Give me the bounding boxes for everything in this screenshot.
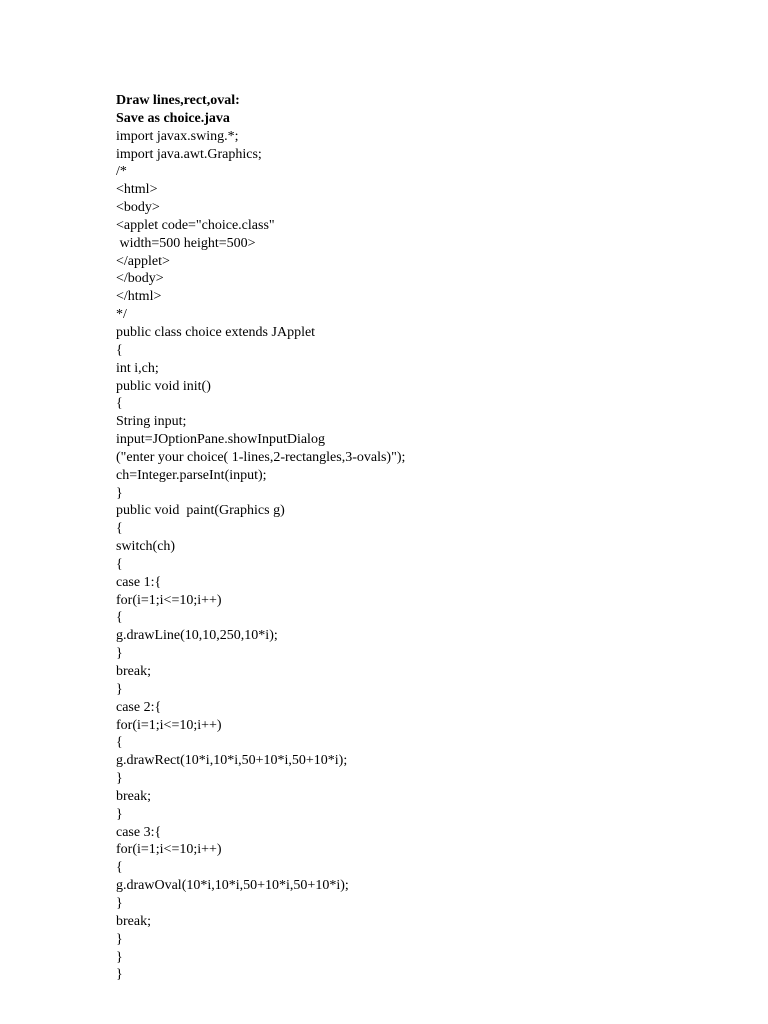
code-line: } — [116, 895, 123, 911]
document-subtitle: Save as choice.java — [116, 110, 230, 126]
code-line: { — [116, 735, 123, 751]
code-line: switch(ch) — [116, 539, 176, 555]
code-line: } — [116, 681, 123, 697]
code-line: ("enter your choice( 1-lines,2-rectangles,3-ovals)"); — [116, 449, 406, 465]
code-line: input=JOptionPane.showInputDialog — [116, 432, 325, 448]
code-line: int i,ch; — [116, 360, 159, 376]
code-line: break; — [116, 913, 151, 929]
code-line: ch=Integer.parseInt(input); — [116, 467, 267, 483]
code-line: width=500 height=500> — [116, 235, 256, 251]
code-line: break; — [116, 788, 151, 804]
code-line: import java.awt.Graphics; — [116, 146, 262, 162]
code-line: /* — [116, 164, 127, 180]
code-line: { — [116, 610, 123, 626]
code-listing — [116, 128, 716, 985]
code-line: case 3:{ — [116, 824, 162, 840]
document-page — [116, 92, 716, 984]
code-line: <html> — [116, 182, 158, 198]
code-line: } — [116, 949, 123, 965]
code-line: public class choice extends JApplet — [116, 324, 316, 340]
code-line: } — [116, 931, 123, 947]
code-line: { — [116, 860, 123, 876]
code-line: */ — [116, 307, 127, 323]
code-line: case 1:{ — [116, 574, 162, 590]
document-headings — [116, 92, 716, 128]
code-line: g.drawRect(10*i,10*i,50+10*i,50+10*i); — [116, 753, 348, 769]
code-line: break; — [116, 664, 151, 679]
code-line: { — [116, 521, 123, 537]
code-line: case 2:{ — [116, 699, 162, 715]
code-line: for(i=1;i<=10;i++) — [116, 592, 222, 608]
code-line: String input; — [116, 414, 187, 430]
code-line: <body> — [116, 200, 160, 216]
code-line: } — [116, 967, 123, 983]
code-line: } — [116, 485, 123, 501]
code-line: { — [116, 396, 123, 412]
code-line: for(i=1;i<=10;i++) — [116, 842, 222, 858]
code-line: } — [116, 806, 123, 822]
code-line: g.drawOval(10*i,10*i,50+10*i,50+10*i); — [116, 878, 349, 894]
code-line: </body> — [116, 271, 164, 287]
code-line: </applet> — [116, 253, 170, 269]
code-line: for(i=1;i<=10;i++) — [116, 717, 222, 733]
code-line: } — [116, 771, 123, 787]
code-line: </html> — [116, 289, 162, 305]
code-line: public void init() — [116, 378, 211, 394]
code-line: g.drawLine(10,10,250,10*i); — [116, 628, 278, 644]
code-line: import javax.swing.*; — [116, 128, 239, 144]
code-line: { — [116, 342, 123, 358]
document-title: Draw lines,rect,oval: — [116, 93, 240, 108]
code-line: } — [116, 646, 123, 662]
code-line: { — [116, 556, 123, 572]
code-line: <applet code="choice.class" — [116, 217, 275, 233]
code-line: public void paint(Graphics g) — [116, 503, 285, 519]
